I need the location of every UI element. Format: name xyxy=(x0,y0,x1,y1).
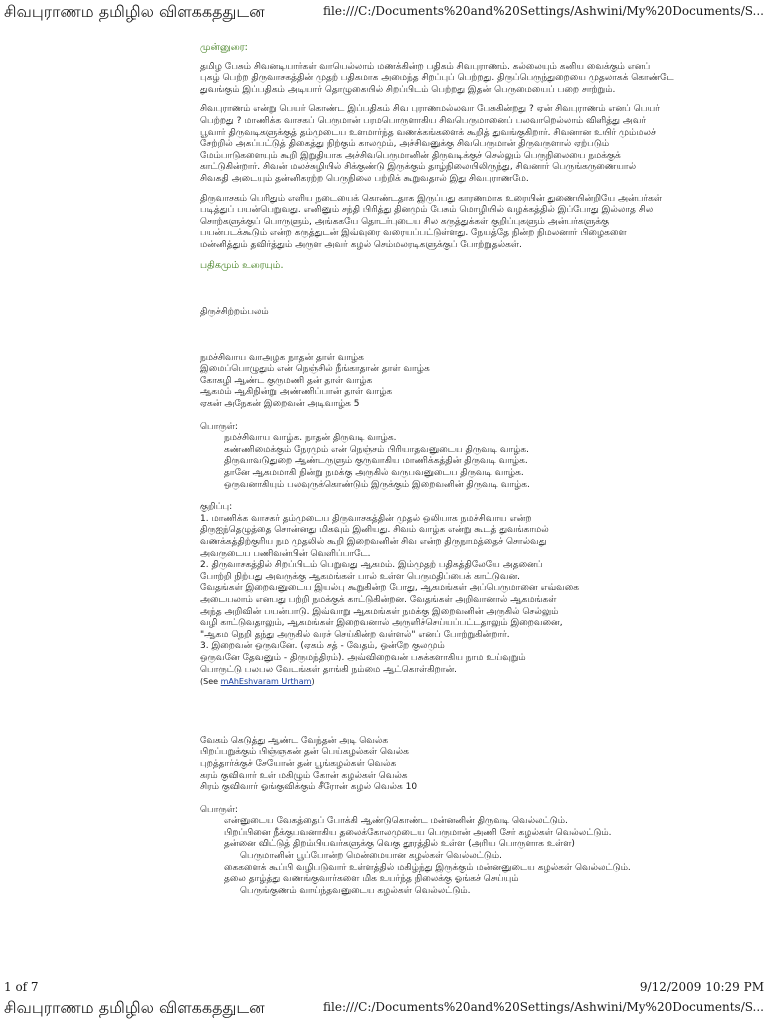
meaning-line: தன்னை விட்டுத் திறம்பியவர்களுக்கு வெகு தூரத்தில் உள்ள (அரிய பொருளாக உள்ள) xyxy=(224,839,575,850)
verse-line: கரம் குவிவார் உள் மகிழும் கோன் கழல்கள் வெல்க xyxy=(200,770,408,781)
paragraph-line: சேற்றில் அகப்பட்டுத் திகைத்து நிற்கும் காலமும், அச்சிவனுக்கு சிவபெருமான் திருவருளால் ஏற்படும் xyxy=(200,139,610,150)
tiruchirrambalam: திருச்சிற்றம்பலம் xyxy=(200,307,269,318)
header-url: file:///C:/Documents%20and%20Settings/Ashwini/My%20Documents/S... xyxy=(323,4,764,18)
verse-2 xyxy=(200,736,725,794)
meaning-2 xyxy=(200,816,725,897)
verse-line: நமச்சிவாய வாஅழக நாதன் தாள் வாழ்க xyxy=(200,352,364,363)
meaning-label-2: பொருள்: xyxy=(200,804,238,815)
paragraph-line: மன்னித்தும் தவிர்த்தும் அருள அவர் கழல் செம்மலரடிகளுக்குப் போற்றுதல்கள். xyxy=(200,239,522,250)
meaning-line: தலை தாழ்த்து வணங்குவார்களை மிக உயர்ந்த நிலைக்கு ஓங்கச் செய்யும் xyxy=(224,874,519,885)
verse-line: புறத்தார்க்குச் சேயோன் தன் பூங்கழல்கள் வெல்க xyxy=(200,758,397,769)
meaning-line: ஒருவனாகியும் பலவுருக்கொண்டும் இருக்கும் இறைவனின் திருவடி வாழ்க. xyxy=(224,479,530,490)
footer-page-count: 1 of 7 xyxy=(4,980,39,994)
note-line: 3. இறைவன் ஒருவனே. (ஏகம் சத் - வேதம், ஒன்றே குலமும் xyxy=(200,641,445,652)
meaning-line: என்னுடைய வேகத்தைப் போக்கி ஆண்டுகொண்ட மன்னனின் திருவடி வெல்லட்டும். xyxy=(224,816,568,827)
note-line: வழி காட்டுவதாலும், ஆகமங்கள் இறைவனால் அருளிச்செய்யப்பட்டதாலும் இறைவனை, xyxy=(200,618,563,629)
meaning-line: பிறப்பினை நீக்குபவனாகிய தலைக்கோலமுடைய பெருமான் அணி சேர் கழல்கள் வெல்லட்டும். xyxy=(224,827,612,838)
note-line: போற்றி நிற்பது அவருக்கு ஆகமங்கள் பால் உள்ள பெருமதிப்பைக் காட்டுவன. xyxy=(200,571,521,582)
paragraph-line: பெற்றது ? மாணிக்க வாசகப் பெருமான் பரமபொருளாகிய சிவபெருமானைப் பலவாறெல்லாம் விளித்து அவர் xyxy=(200,115,647,126)
verse-line: ஆகமம் ஆகிநின்று அண்ணிப்பான் தாள் வாழ்க xyxy=(200,387,393,398)
meaning-line: திருவாவடுதுறை ஆண்டருளும் குருவாகிய மாணிக்கத்தின் திருவடி வாழ்க. xyxy=(224,456,528,467)
paragraph-line: படித்துப் பயன்பெறுவது. எனினும் சந்தி பிரித்து தினமும் பேசும் மொழியில் வழக்கத்தில் இப்போது இல்லாத சில xyxy=(200,205,654,216)
note-line: அவருடைய பணிவன்பின் வெளிப்பாடே. xyxy=(200,548,371,559)
meaning-line: பெருங்குணம் வாய்ந்தவனுடைய கழல்கள் வெல்லட்டும். xyxy=(240,885,471,896)
meaning-line: பெருமானின் பூப்போன்ற மென்மையான கழல்கள் வெல்லட்டும். xyxy=(240,851,502,862)
footer-datetime: 9/12/2009 10:29 PM xyxy=(639,980,764,994)
notes-label: குறிப்பு: xyxy=(200,502,233,513)
see-prefix: (See xyxy=(200,677,221,687)
intro-paragraph xyxy=(200,194,725,252)
verse-line: வேகம் கெடுத்து ஆண்ட வேந்தன் அடி வெல்க xyxy=(200,735,389,746)
paragraph-line: துவங்கும் இப்பதிகம் அடியார் தொழுகையில் சிறப்பிடம் பெற்றது இதன் பெருமையைப் பறை சாற்றும். xyxy=(200,84,616,95)
meaning-line: கைகளைக் கூப்பி வழிபடுவார் உள்ளத்தில் மகிழ்ந்து இருக்கும் மன்னனுடைய கழல்கள் வெல்லட்டும். xyxy=(224,862,631,873)
note-line: வணக்கத்திற்குரிய நம முதலில் கூறி இறைவனின் சிவ என்ற திருநாமத்தைச் சொல்வது xyxy=(200,537,547,547)
document-body xyxy=(200,42,725,897)
meaning-label-1: பொருள்: xyxy=(200,421,238,432)
meaning-1 xyxy=(200,433,725,491)
note-line: திருஐந்தெழுத்தை சொன்னது மிகவும் இனியது. சிவம் வாழ்க என்று கூடத் துவங்காமல் xyxy=(200,525,549,536)
verse-line: ஏகன் அநேகன் இறைவன் அடிவாழ்க 5 xyxy=(200,399,360,410)
page-header xyxy=(0,0,768,22)
next-header-url: file:///C:/Documents%20and%20Settings/Ashwini/My%20Documents/S... xyxy=(323,1000,764,1014)
intro-paragraph xyxy=(200,62,725,97)
verse-1 xyxy=(200,353,725,411)
verse-line: இமைப்பொழுதும் என் நெஞ்சில் நீங்காதான் தாள் வாழ்க xyxy=(200,364,430,375)
note-line: வேதங்கள் இறைவனுடைய இயல்பு கூறுகின்ற போது, ஆகமங்கள் அப்பெருமானை எவ்வகை xyxy=(200,583,579,594)
verse-line: கோகழி ஆண்ட குருமணி தன் தாள் வாழ்க xyxy=(200,375,373,386)
paragraph-line: மேம்பாடுகளையும் கூறி இறுதியாக அச்சிவபெருமானின் திருவடிக்குச் செல்லும் பெருநிலையை நமக்குக் xyxy=(200,150,621,161)
note-line: பொருட்டு பலபல வேடங்கள் தாங்கி நம்மை ஆட்கொள்கிறான். xyxy=(200,664,458,675)
intro-paragraph xyxy=(200,104,725,185)
verse-line: பிறப்பறுக்கும் பிஞ்ஞகன் தன் பெய்கழல்கள் வெல்க xyxy=(200,747,409,758)
note-line: "ஆகம நெறி தந்து அருகில் வரச் செய்கின்ற வள்ளல்" எனப் போற்றுகின்றார். xyxy=(200,629,510,640)
meaning-line: நமச்சிவாய வாழ்க. நாதன் திருவடி வாழ்க. xyxy=(224,433,397,444)
note-line: ஒருவனே தேவனும் - திருமந்திரம்). அவ்விறைவன் பசுக்களாகிய நாம உய்வுறும் xyxy=(200,652,526,663)
note-line: அந்த அறிவின் பயன்பாடு. இவ்வாறு ஆகமங்கள் நமக்கு இறைவனின் அருகில் செல்லும் xyxy=(200,606,559,617)
verse-line: சிரம் குவிவார் ஓங்குவிக்கும் சீரோன் கழல் வெல்க 10 xyxy=(200,782,418,793)
note-line: 1. மாணிக்க வாசகர் தம்முடைய திருவாசகத்தின் முதல் ஒலியாக நமச்சிவாய என்ற xyxy=(200,513,532,524)
intro-section xyxy=(200,62,725,252)
see-link[interactable]: mAhEshvaram Urtham xyxy=(220,677,312,687)
header-title: சிவபுராணம தமிழில விளககததுடன xyxy=(4,2,265,21)
see-reference xyxy=(200,676,725,688)
paragraph-line: புகழ் பெற்ற திருவாசகத்தின் முதற் பதிகமாக அமைந்த சிறப்புப் பெற்றது. திருப்பெருந்துறையை முதலாகக் கொண்டே xyxy=(200,73,674,84)
meaning-line: தானே ஆகமமாகி நின்று நமக்கு அருகில் வருபவனுடைய திருவடி வாழ்க. xyxy=(224,468,524,479)
paragraph-line: சொற்களுக்குப் பொருளும், அங்ககயே தொடர்புடைய சில கருத்துக்கள் குறிப்புகளும் அன்பர்களுக்கு xyxy=(200,216,609,227)
paragraph-line: தமிழ பேசும் சிவனடியார்கள் வாயெல்லாம் மணக்கின்ற பதிகம் சிவபுராணம். கல்லையும் கனிய வைக்கும் எனப் xyxy=(200,61,651,72)
paragraph-line: திருவாசகம் பெரிதும் எளிய நடையைக் கொண்டதாக இருப்பது காரணமாக உரையின் துணையின்றியே அன்பர்கள் xyxy=(200,193,662,204)
next-header-title: சிவபுராணம தமிழில விளககததுடன xyxy=(4,998,265,1017)
intro-heading: முன்னுரை: xyxy=(200,42,248,53)
paragraph-line: பூவார் திருவடிகளுக்குத் தம்முடைய உளமார்ந்த வணக்கங்களைக் கூறித் துவங்குகிறார். சிவனான உயிர் மும்மலச் xyxy=(200,127,656,138)
see-suffix: ) xyxy=(311,677,315,687)
section-heading: பதிகமும் உரையும். xyxy=(200,259,284,271)
paragraph-line: சிவகதி அடையும் தன்னிகரற்ற பெருநிலை பற்றிக் கூறுவதால் இது சிவபுராணமே. xyxy=(200,173,529,184)
next-page-header xyxy=(0,996,768,1018)
page-footer xyxy=(0,978,768,998)
note-line: 2. திருவாசகத்தில் சிறப்பிடம் பெறுவது ஆகமம். இம்முதற் பதிகத்திலேயே அதனைப் xyxy=(200,560,543,571)
paragraph-line: காட்டுகின்றார். சிவன் மலச்சுழியில் சிக்குண்டு இருக்கும் தாழ்நிலையிலிருந்து, சிவனார் பெருங்கருணையால் xyxy=(200,162,637,173)
meaning-line: கண்ணிமைக்கும் நேரமும் என் நெஞ்சம் பிரியாதவனுடைய திருவடி வாழ்க. xyxy=(224,444,530,455)
notes xyxy=(200,514,725,676)
note-line: அடையலாம் எனபது பற்றி நமக்குக் காட்டுகின்றன. வேதங்கள் அறிவானால் ஆகமங்கள் xyxy=(200,594,557,605)
paragraph-line: சிவபுராணம் என்று பெயர் கொண்ட இப்பதிகம் சிவ புராணமல்லவா பேசுகின்றது ? ஏன் சிவபுராணம் எனப் பெயர் xyxy=(200,104,660,115)
paragraph-line: பயன்படக்கூடும் என்ற கருத்துடன் இவ்வுரை வரையப்பட்டுள்ளது. நேயத்தே நின்ற நிமலனார் பிழைகளை xyxy=(200,228,627,239)
